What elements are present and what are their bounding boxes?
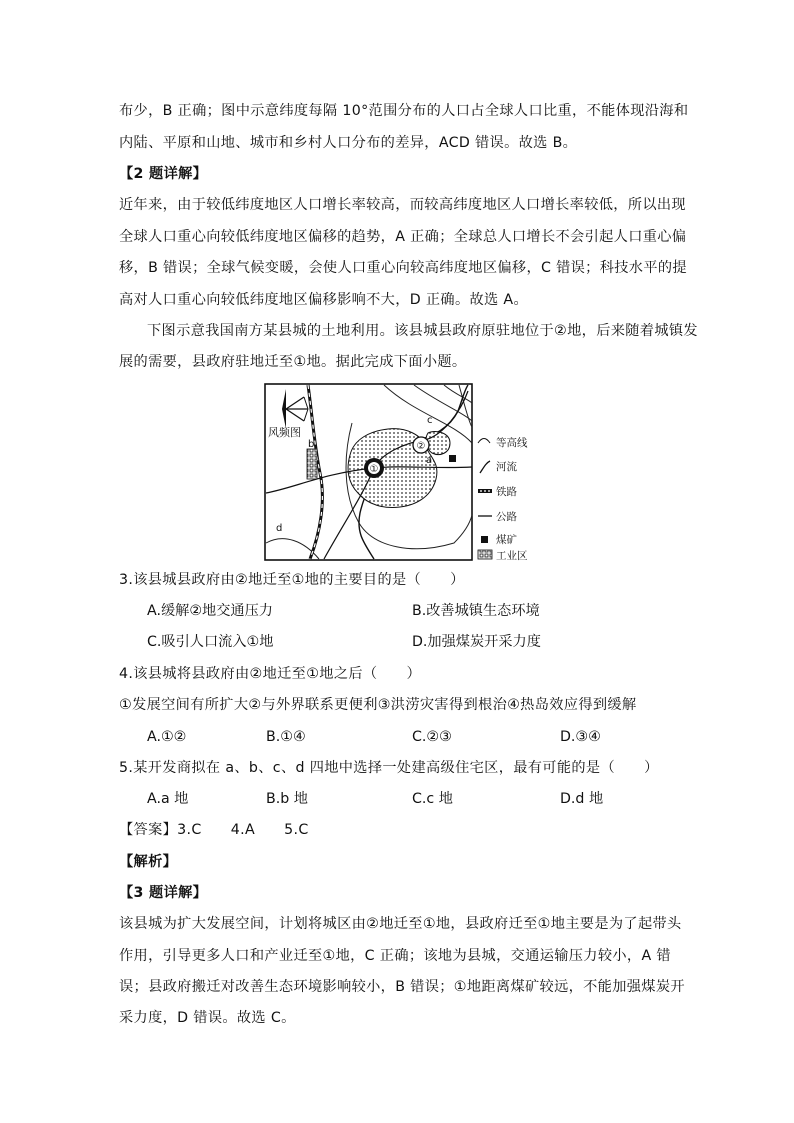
detail-3-line: 采力度，D 错误。故选 C。: [119, 1010, 296, 1026]
legend-contour: 等高线: [496, 437, 528, 449]
paragraph-line: 近年来，由于较低纬度地区人口增长率较高，而较高纬度地区人口增长率较低，所以出现: [119, 197, 686, 213]
legend-river: 河流: [496, 461, 517, 473]
answer-line: 【答案】3.C 4.A 5.C: [119, 822, 309, 838]
legend-industrial-icon: [478, 550, 492, 559]
paragraph-line: 移，B 错误；全球气候变暖，会使人口重心向较高纬度地区偏移，C 错误；科技水平的提: [119, 260, 687, 276]
q4-option-c: C.②③: [412, 729, 452, 745]
analysis-heading: 【解析】: [119, 854, 178, 870]
q5-option-c: C.c 地: [412, 791, 453, 807]
paragraph-line: 高对人口重心向较低纬度地区偏移影响不大，D 正确。故选 A。: [119, 292, 529, 308]
q3-option-a: A.缓解②地交通压力: [147, 603, 273, 619]
q5-option-b: B.b 地: [266, 791, 308, 807]
paragraph-line: 布少，B 正确；图中示意纬度每隔 10°范围分布的人口占全球人口比重，不能体现沿海和: [119, 103, 689, 119]
wind-rose-label: 风频图: [268, 426, 301, 439]
detail-3-line: 误；县政府搬迁对改善生态环境影响较小，B 错误；①地距离煤矿较远，不能加强煤炭开: [119, 979, 685, 995]
label-b: b: [308, 439, 315, 450]
q5-option-d: D.d 地: [560, 791, 604, 807]
question-4-statements: ①发展空间有所扩大②与外界联系更便利③洪涝灾害得到根治④热岛效应得到缓解: [119, 697, 637, 713]
q3-option-b: B.改善城镇生态环境: [412, 603, 540, 619]
label-a: a: [426, 455, 433, 466]
legend-road: 公路: [496, 511, 517, 523]
question-5-stem: 5.某开发商拟在 a、b、c、d 四地中选择一处建高级住宅区，最有可能的是（ ）: [119, 760, 659, 776]
detail-3-line: 作用，引导更多人口和产业迁至①地，C 正确；该地为县城，交通运输压力较小，A 错: [119, 948, 671, 964]
question-3-stem: 3.该县城县政府由②地迁至①地的主要目的是（ ）: [119, 572, 465, 588]
label-c: c: [427, 415, 433, 426]
paragraph-line: 展的需要，县政府驻地迁至①地。据此完成下面小题。: [119, 354, 467, 370]
q4-option-d: D.③④: [560, 729, 601, 745]
detail-3-line: 该县城为扩大发展空间，计划将城区由②地迁至①地，县政府迁至①地主要是为了起带头: [119, 916, 682, 932]
legend-railway: 铁路: [496, 486, 517, 498]
label-d: d: [276, 523, 283, 534]
urban-area-east: [426, 431, 450, 454]
label-site-2: ②: [416, 441, 426, 452]
q5-option-a: A.a 地: [147, 791, 189, 807]
paragraph-line: 下图示意我国南方某县城的土地利用。该县城县政府原驻地位于②地，后来随着城镇发: [147, 323, 698, 339]
coal-mine-icon: [449, 455, 456, 462]
map-legend: [478, 436, 528, 562]
section-heading: 【2 题详解】: [119, 166, 208, 182]
legend-coal-icon: [481, 536, 488, 543]
q3-option-c: C.吸引人口流入①地: [147, 634, 274, 650]
paragraph-line: 内陆、平原和山地、城市和乡村人口分布的差异，ACD 错误。故选 B。: [119, 135, 578, 151]
legend-river-icon: [480, 461, 490, 473]
paragraph-line: 全球人口重心向较低纬度地区偏移的趋势，A 正确；全球总人口增长不会引起人口重心偏: [119, 229, 687, 245]
land-use-map: [264, 383, 544, 563]
q4-option-b: B.①④: [266, 729, 306, 745]
question-4-stem: 4.该县城将县政府由②地迁至①地之后（ ）: [119, 666, 422, 682]
legend-coal: 煤矿: [496, 534, 517, 546]
detail-3-heading: 【3 题详解】: [119, 885, 208, 901]
legend-contour-icon: [478, 439, 490, 444]
legend-industrial: 工业区: [496, 550, 528, 562]
q4-option-a: A.①②: [147, 729, 187, 745]
industrial-zone-b: [307, 449, 317, 479]
q3-option-d: D.加强煤炭开采力度: [412, 634, 541, 650]
label-site-1: ①: [369, 464, 379, 475]
